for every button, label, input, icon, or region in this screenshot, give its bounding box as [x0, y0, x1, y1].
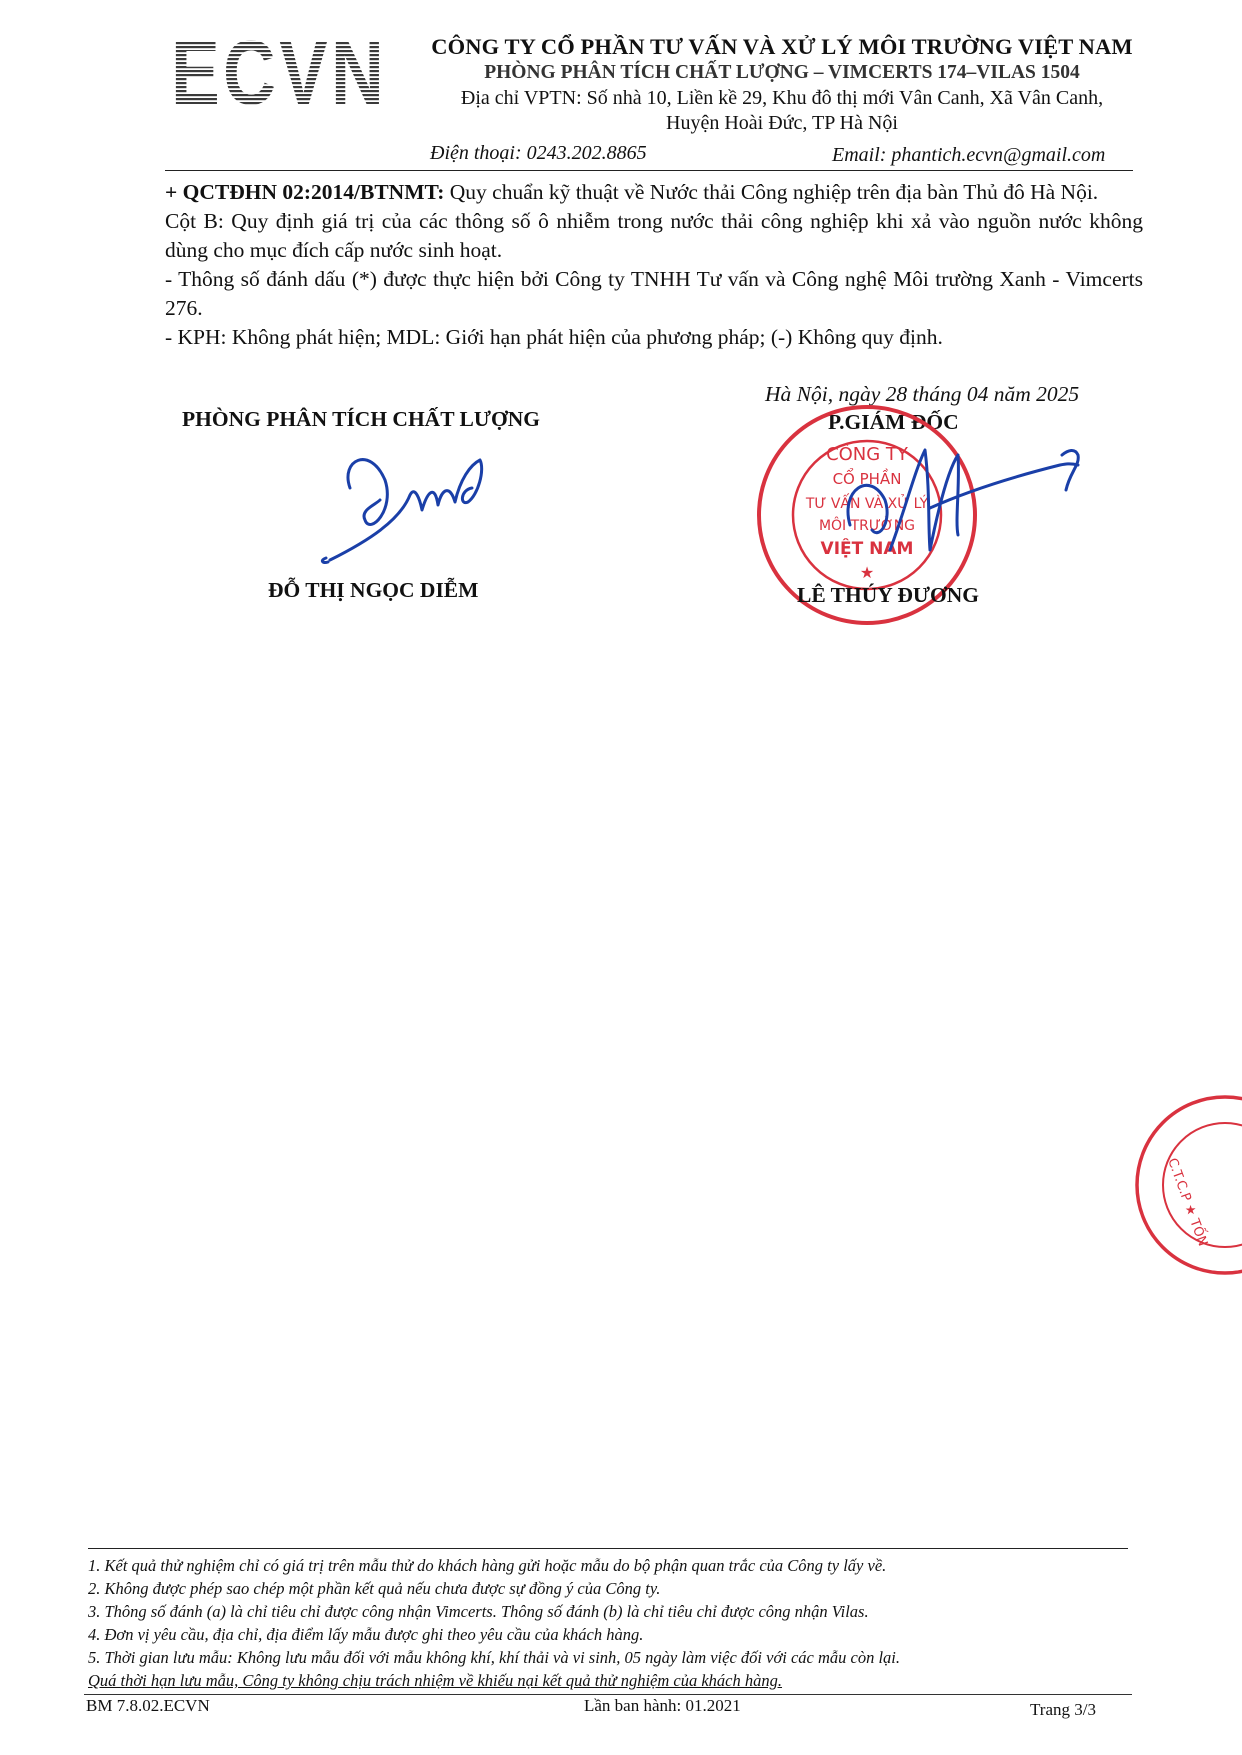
marked-params-paragraph: - Thông số đánh dấu (*) được thực hiện bởi Công ty TNHH Tư vấn và Công nghệ Môi trường Xanh - Vimcerts 276.	[165, 267, 1143, 320]
company-block	[412, 34, 1152, 135]
footer-note: 3. Thông số đánh (a) là chỉ tiêu chỉ được công nhận Vimcerts. Thông số đánh (b) là chỉ tiêu chỉ được công nhận Vilas.	[88, 1602, 869, 1621]
column-b-paragraph: Cột B: Quy định giá trị của các thông số ô nhiễm trong nước thải công nghiệp khi xả vào nguồn nước không dùng cho mục đích cấp nước sinh hoạt.	[165, 209, 1143, 262]
abbreviations-paragraph: - KPH: Không phát hiện; MDL: Giới hạn phát hiện của phương pháp; (-) Không quy định.	[165, 325, 943, 349]
footer-notes	[88, 1554, 1148, 1692]
left-signature	[310, 440, 520, 575]
stamp-line-3: TƯ VẤN VÀ XỬ LÝ	[805, 496, 929, 512]
edge-seal-text: C.T.C.P ★ TỐN	[1164, 1156, 1211, 1249]
footer-note: 1. Kết quả thử nghiệm chỉ có giá trị trên mẫu thử do khách hàng gửi hoặc mẫu do bộ phận quan trắc của Công ty lấy về.	[88, 1556, 887, 1575]
stamp-line-1: CÔNG TY	[826, 444, 908, 465]
left-signer-name: ĐỖ THỊ NGỌC DIỄM	[268, 578, 479, 602]
stamp-line-4: MÔI TRƯỜNG	[818, 518, 916, 534]
footer-bottom-divider	[84, 1694, 1132, 1695]
address-line-2: Huyện Hoài Đức, TP Hà Nội	[666, 112, 898, 134]
email-address: Email: phantich.ecvn@gmail.com	[832, 144, 1106, 166]
right-signature	[830, 430, 1110, 580]
right-signer-name: LÊ THÚY ĐƯƠNG	[797, 583, 979, 607]
address-line-1: Địa chỉ VPTN: Số nhà 10, Liền kề 29, Khu đô thị mới Vân Canh, Xã Vân Canh,	[460, 87, 1104, 109]
company-logo	[168, 22, 390, 124]
footer-note: Quá thời hạn lưu mẫu, Công ty không chịu trách nhiệm về khiếu nại kết quả thử nghiệm của khách hàng.	[88, 1671, 783, 1690]
dateline: Hà Nội, ngày 28 tháng 04 năm 2025	[765, 382, 1080, 406]
logo-text: ECVN	[171, 22, 387, 124]
standard-paragraph	[165, 178, 1143, 207]
standard-description: Quy chuẩn kỹ thuật về Nước thải Công nghiệp trên địa bàn Thủ đô Hà Nội.	[444, 180, 1099, 204]
department-name: PHÒNG PHÂN TÍCH CHẤT LƯỢNG – VIMCERTS 174–VILAS 1504	[484, 62, 1080, 83]
standard-code: + QCTĐHN 02:2014/BTNMT:	[165, 180, 445, 204]
right-signer-title: P.GIÁM ĐỐC	[828, 410, 959, 434]
page-number: Trang 3/3	[1030, 1700, 1096, 1719]
footer-note: 2. Không được phép sao chép một phần kết quả nếu chưa được sự đồng ý của Công ty.	[88, 1579, 661, 1598]
notes-body	[165, 178, 1143, 352]
stamp-star-icon: ★	[859, 565, 875, 582]
stamp-line-2: CỔ PHẦN	[832, 470, 902, 488]
phone-number: Điện thoại: 0243.202.8865	[430, 142, 647, 164]
left-signer-title: PHÒNG PHÂN TÍCH CHẤT LƯỢNG	[182, 407, 540, 431]
footer-note: 5. Thời gian lưu mẫu: Không lưu mẫu đối với mẫu không khí, khí thải và vi sinh, 05 ngày làm việc đối với các mẫu còn lại.	[88, 1648, 901, 1667]
footer-divider	[88, 1548, 1128, 1549]
edge-seal-stamp	[1130, 1090, 1215, 1280]
header-divider	[165, 170, 1133, 171]
edition-label: Lần ban hành: 01.2021	[584, 1696, 741, 1715]
stamp-line-5: VIỆT NAM	[820, 539, 914, 559]
company-name: CÔNG TY CỔ PHẦN TƯ VẤN VÀ XỬ LÝ MÔI TRƯỜNG VIỆT NAM	[431, 34, 1133, 59]
form-code: BM 7.8.02.ECVN	[86, 1696, 210, 1715]
footer-note: 4. Đơn vị yêu cầu, địa chỉ, địa điểm lấy mẫu được ghi theo yêu cầu của khách hàng.	[88, 1625, 644, 1644]
